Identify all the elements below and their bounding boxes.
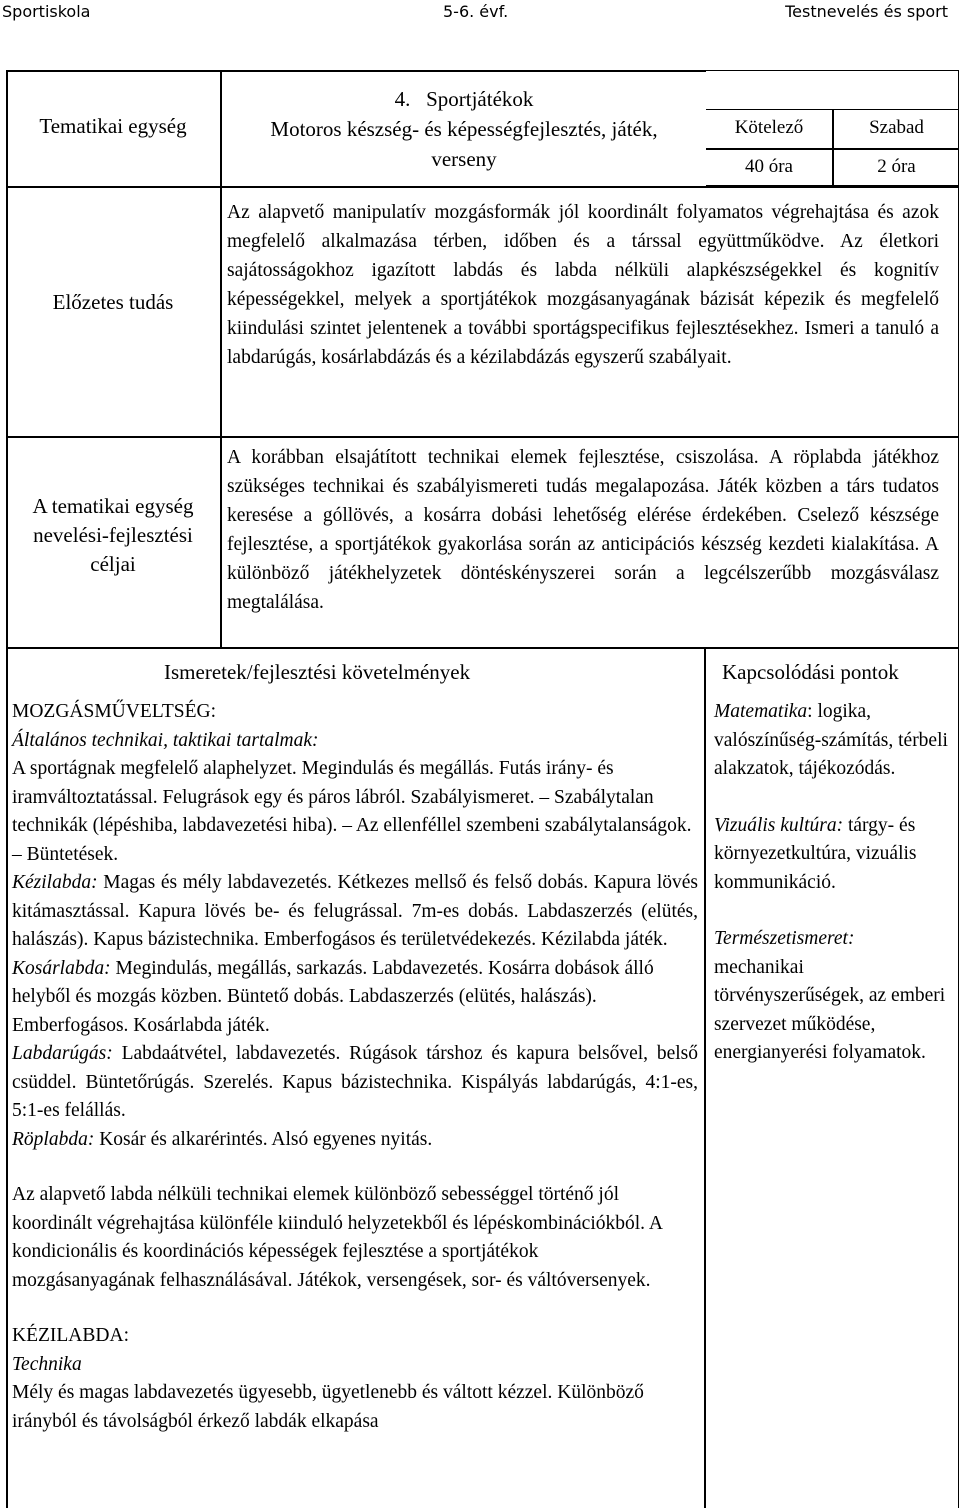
hours-mandatory-label: Kötelező [734, 117, 804, 138]
alap-text: Az alapvető labda nélküli technikai elemek különböző sebességgel történő jól koordinált végrehajtása különféle kiinduló helyzetekből és lépéskombinációkból. A kondicionális és koordinációs képességek fejlesztése a sportjátékok mozgásanyagának felhasználásával. Játékok, versengések, sor- és váltóversenyek. [12, 1184, 662, 1291]
conn-science-subject: Természetismeret: [714, 928, 855, 949]
technika-label: Technika [12, 1353, 82, 1375]
celok-label: A tematikai egység nevelési-fejlesztési céljai [32, 494, 194, 576]
conn-math-subject: Matematika [714, 701, 808, 722]
labdarugas-text: Labdaátvétel, labdavezetés. Rúgások társhoz és kapura belsővel, belső csüddel. Büntetőrúgás. Szerelés. Kapus bázistechnika. Kispályás labdarúgás, 4:1-es, 5:1-es felállás. [12, 1043, 698, 1121]
elozetes-label: Előzetes tudás [52, 290, 174, 314]
unit-title-block [222, 84, 706, 174]
kosarlabda-text: Megindulás, megállás, sarkazás. Labdavezetés. Kosárra dobások álló helyből és mozgás közben. Büntető dobás. Labdaszerzés (elütés, halászás). Emberfogásos. Kosárlabda játék. [12, 957, 654, 1036]
tematikai-label-text: Tematikai egység [39, 114, 187, 138]
conn-visual-text: tárgy- és környezetkultúra, vizuális kommunikáció. [714, 814, 917, 893]
hours-grid [706, 70, 959, 186]
connections-content [714, 698, 950, 1068]
labdarugas-label: Labdarúgás: [12, 1043, 113, 1064]
conn-math: Matematika: logika, valószínűség-számítás, térbeli alakzatok, tájékozódás. [714, 701, 948, 779]
mozgas-title: MOZGÁSMŰVELTSÉG: [12, 701, 217, 722]
kezilabda-label: Kézilabda: [12, 872, 98, 893]
conn-math-text: logika, valószínűség-számítás, térbeli alakzatok, tájékozódás. [714, 701, 948, 779]
connections-header: Kapcsolódási pontok [722, 660, 899, 684]
hours-free: 2 óra [877, 156, 916, 177]
hours-mandatory: 40 óra [744, 156, 793, 177]
kosarlabda-label: Kosárlabda: [12, 957, 111, 979]
unit-subtitle: Motoros készség- és képességfejlesztés, játék, verseny [270, 117, 658, 171]
title-area [6, 70, 706, 187]
kezilabda-title: KÉZILABDA: [12, 1325, 129, 1346]
header-subject: Testnevelés és sport [785, 2, 948, 21]
elozetes-text: Az alapvető manipulatív mozgásformák jól koordinált folyamatos végrehajtása és azok megfelelő alkalmazása térben, időben és a társsal együttműködve. Az életkori sajátosságokhoz igazított labdás és labda nélküli alapkészségekkel és kognitív képességekkel, melyek a sportjátékok mozgásanyagának bázisát képezik és megfelelő kiindulási szintet jelentenek a további sportágspecifikus fejlesztésekhez. Ismeri a tanuló a labdarúgás, kosárlabdázás és a kézilabdázás egyszerű szabályait. [227, 202, 939, 368]
labdarugas-block [12, 1040, 698, 1126]
requirements-header: Ismeretek/fejlesztési követelmények [164, 660, 471, 684]
unit-number-title: 4. Sportjátékok [394, 87, 534, 111]
conn-visual [714, 812, 950, 898]
hours-free-label: Szabad [869, 117, 924, 138]
roplabda-label: Röplabda: [12, 1128, 95, 1150]
altalanos-text: A sportágnak megfelelő alaphelyzet. Megindulás és megállás. Futás irány- és iramváltoztatással. Felugrások egy és páros lábról. Szabályismeret. – Szabálytalan technikák (lépéshiba, labdavezetési hiba). – Az ellenféllel szembeni szabálytalanságok. – Büntetések. [12, 758, 692, 865]
technika-text: Mély és magas labdavezetés ügyesebb, ügyetlenebb és váltott kézzel. Különböző irányból és távolságból érkező labdák elkapása [12, 1382, 644, 1432]
kosarlabda-block [12, 955, 698, 1041]
requirements-section [6, 648, 959, 1508]
upper-grid [6, 186, 959, 648]
kezilabda-block [12, 869, 698, 955]
header-school: Sportiskola [2, 2, 91, 21]
celok-text: A korábban elsajátított technikai elemek fejlesztése, csiszolása. A röplabda játékhoz szükséges technikai és szabályismereti tudás megalapozása. Játék közben a társ tudatos keresése a góllövés, a kosárra dobási lehetőség elérése érdekében. Cselező készsége fejlesztése, a sportjátékok gyakorlása során az anticipációs készség kezdeti kialakítása. A különböző játékhelyzetek döntéskényszerei során a legcélszerűbb mozgásválasz megtalálása. [227, 447, 939, 613]
conn-science-text: mechanikai törvényszerűségek, az emberi szervezet működése, energianyerési folyamatok. [714, 956, 946, 1063]
roplabda-text: Kosár és alkarérintés. Alsó egyenes nyitás. [94, 1128, 433, 1150]
page-header [0, 0, 960, 28]
conn-science [714, 925, 950, 1068]
roplabda-block [12, 1126, 698, 1155]
kezilabda-text: Magas és mély labdavezetés. Kétkezes mellső és felső dobás. Kapura lövés kitámasztással. Kapura lövés be- és felugrással. 7m-es dobás. Labdaszerzés (elütés, halászás). Kapus bázistechnika. Emberfogásos és területvédekezés. Kézilabda játék. [12, 872, 698, 950]
requirements-content [12, 698, 698, 1436]
altalanos-label: Általános technikai, taktikai tartalmak: [12, 729, 319, 751]
conn-visual-subject: Vizuális kultúra: [714, 814, 844, 836]
header-grade: 5-6. évf. [443, 2, 509, 21]
